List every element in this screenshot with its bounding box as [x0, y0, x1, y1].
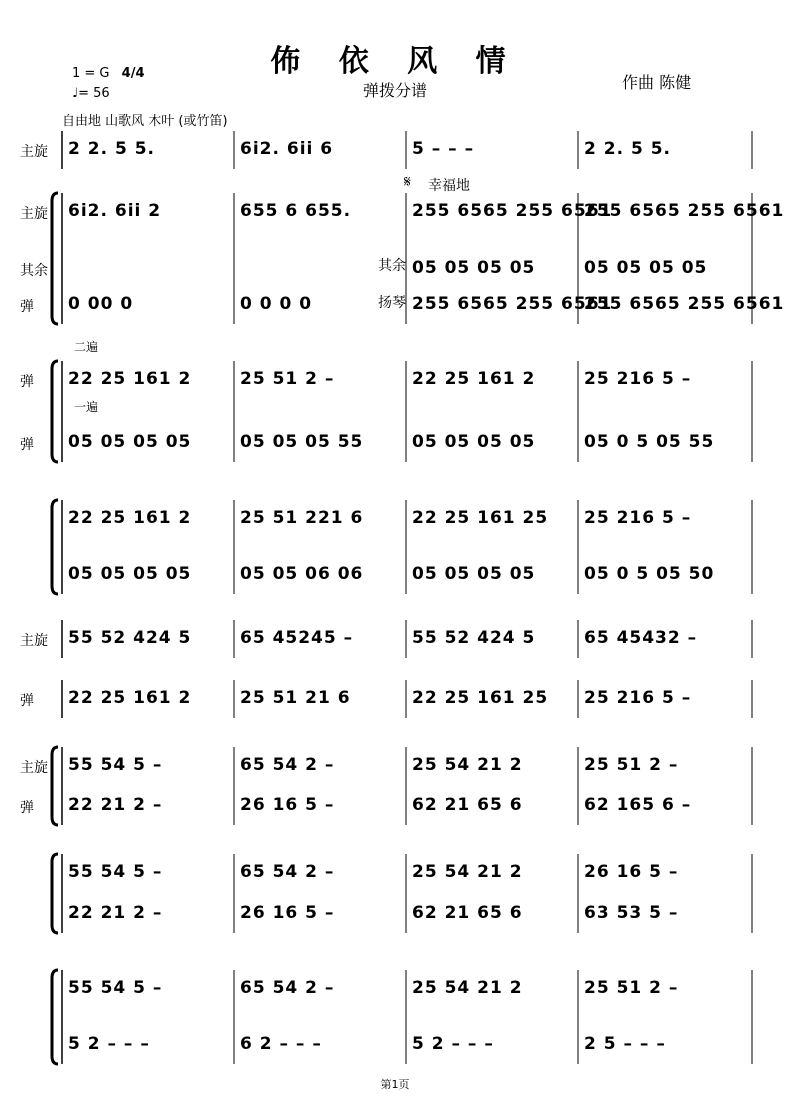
measure-notes: 0 00 0 — [68, 294, 134, 314]
measure-notes: 65 45432 – — [584, 628, 698, 648]
measure-notes: 05 05 06 06 — [240, 564, 364, 584]
measure-notes: 55 54 5 – — [68, 862, 163, 882]
system-bracket — [52, 361, 58, 462]
measure-notes: 25 216 5 – — [584, 508, 692, 528]
measure-notes: 0 0 0 0 — [240, 294, 313, 314]
system-bracket — [52, 854, 58, 933]
measure-notes: 2 2. 5 5. — [584, 139, 671, 159]
measure-notes: 255 6565 255 6561 — [584, 294, 785, 314]
measure-notes: 2 5 – – – — [584, 1034, 666, 1054]
part-label: 主旋 — [20, 760, 48, 776]
measure-notes: 05 05 05 05 — [412, 258, 536, 278]
system-bracket — [52, 970, 58, 1064]
key-text: 1 = G — [72, 66, 110, 81]
measure-notes: 25 54 21 2 — [412, 862, 523, 882]
second-time-label: 二遍 — [74, 340, 99, 354]
composer-credit: 作曲 陈健 — [622, 73, 692, 92]
measure-notes: 25 54 21 2 — [412, 755, 523, 775]
label-others: 其余 — [378, 258, 406, 274]
measure-notes: 26 16 5 – — [240, 795, 335, 815]
part-label: 主旋 — [20, 206, 48, 222]
page-subtitle: 弹拨分谱 — [362, 81, 427, 100]
measure-notes: 6 2 – – – — [240, 1034, 322, 1054]
measure-notes: 62 21 65 6 — [412, 795, 523, 815]
part-label: 弹 — [20, 693, 34, 709]
measure-notes: 25 54 21 2 — [412, 978, 523, 998]
part-label: 弹 — [20, 800, 34, 816]
system-bracket — [52, 747, 58, 825]
part-label: 主旋 — [20, 144, 48, 160]
page-title: 佈 依 风 情 — [270, 44, 520, 79]
tempo-marking: ♩= 56 — [72, 86, 110, 101]
measure-notes: 5 2 – – – — [412, 1034, 494, 1054]
measure-notes: 255 6565 255 6561 — [412, 294, 613, 314]
measure-notes: 25 51 2 – — [584, 978, 679, 998]
measure-notes: 63 53 5 – — [584, 903, 679, 923]
measure-notes: 25 51 2 – — [584, 755, 679, 775]
measure-notes: 26 16 5 – — [240, 903, 335, 923]
label-yangqin: 扬琴 — [378, 295, 406, 311]
measure-notes: 5 – – – — [412, 139, 475, 159]
measure-notes: 65 45245 – — [240, 628, 354, 648]
system-bracket — [52, 500, 58, 594]
measure-notes: 55 52 424 5 — [68, 628, 192, 648]
part-label: 主旋 — [20, 633, 48, 649]
measure-notes: 255 6565 255 6561 — [584, 201, 785, 221]
measure-notes: 22 25 161 2 — [68, 369, 192, 389]
measure-notes: 62 21 65 6 — [412, 903, 523, 923]
measure-notes: 65 54 2 – — [240, 755, 335, 775]
measure-notes: 655 6 655. — [240, 201, 352, 221]
system-bracket — [52, 193, 58, 324]
measure-notes: 62 165 6 – — [584, 795, 692, 815]
measure-notes: 22 25 161 2 — [412, 369, 536, 389]
measure-notes: 22 21 2 – — [68, 903, 163, 923]
measure-notes: 05 05 05 55 — [240, 432, 364, 452]
part-label: 其余 — [20, 263, 48, 279]
measure-notes: 65 54 2 – — [240, 862, 335, 882]
first-time-label: 一遍 — [74, 400, 99, 414]
measure-notes: 255 6565 255 6561 — [412, 201, 613, 221]
measure-notes: 25 216 5 – — [584, 688, 692, 708]
measure-notes: 6i2. 6ii 2 — [68, 201, 162, 221]
measure-notes: 22 21 2 – — [68, 795, 163, 815]
measure-notes: 25 51 221 6 — [240, 508, 364, 528]
measure-notes: 05 05 05 05 — [412, 564, 536, 584]
measure-notes: 05 0 5 05 50 — [584, 564, 715, 584]
page-number: 第1页 — [380, 1078, 410, 1091]
part-label: 弹 — [20, 374, 34, 390]
measure-notes: 26 16 5 – — [584, 862, 679, 882]
measure-notes: 5 2 – – – — [68, 1034, 150, 1054]
measure-notes: 05 05 05 05 — [584, 258, 708, 278]
measure-notes: 05 05 05 05 — [68, 564, 192, 584]
part-label: 弹 — [20, 437, 34, 453]
measure-notes: 55 54 5 – — [68, 755, 163, 775]
measure-notes: 05 0 5 05 55 — [584, 432, 715, 452]
measure-notes: 22 25 161 2 — [68, 688, 192, 708]
measure-notes: 22 25 161 25 — [412, 688, 549, 708]
measure-notes: 05 05 05 05 — [68, 432, 192, 452]
measure-notes: 6i2. 6ii 6 — [240, 139, 334, 159]
measure-notes: 22 25 161 2 — [68, 508, 192, 528]
measure-notes: 25 51 2 – — [240, 369, 335, 389]
measure-notes: 65 54 2 – — [240, 978, 335, 998]
segno-text: 幸福地 — [428, 178, 470, 194]
intro-direction: 自由地 山歌风 木叶 (或竹笛) — [62, 114, 228, 129]
measure-notes: 55 54 5 – — [68, 978, 163, 998]
measure-notes: 25 51 21 6 — [240, 688, 351, 708]
measure-notes: 05 05 05 05 — [412, 432, 536, 452]
segno-icon: 𝄋 — [404, 172, 411, 191]
time-signature: 4/4 — [121, 66, 145, 81]
measure-notes: 2 2. 5 5. — [68, 139, 155, 159]
measure-notes: 22 25 161 25 — [412, 508, 549, 528]
measure-notes: 55 52 424 5 — [412, 628, 536, 648]
part-label: 弹 — [20, 299, 34, 315]
measure-notes: 25 216 5 – — [584, 369, 692, 389]
